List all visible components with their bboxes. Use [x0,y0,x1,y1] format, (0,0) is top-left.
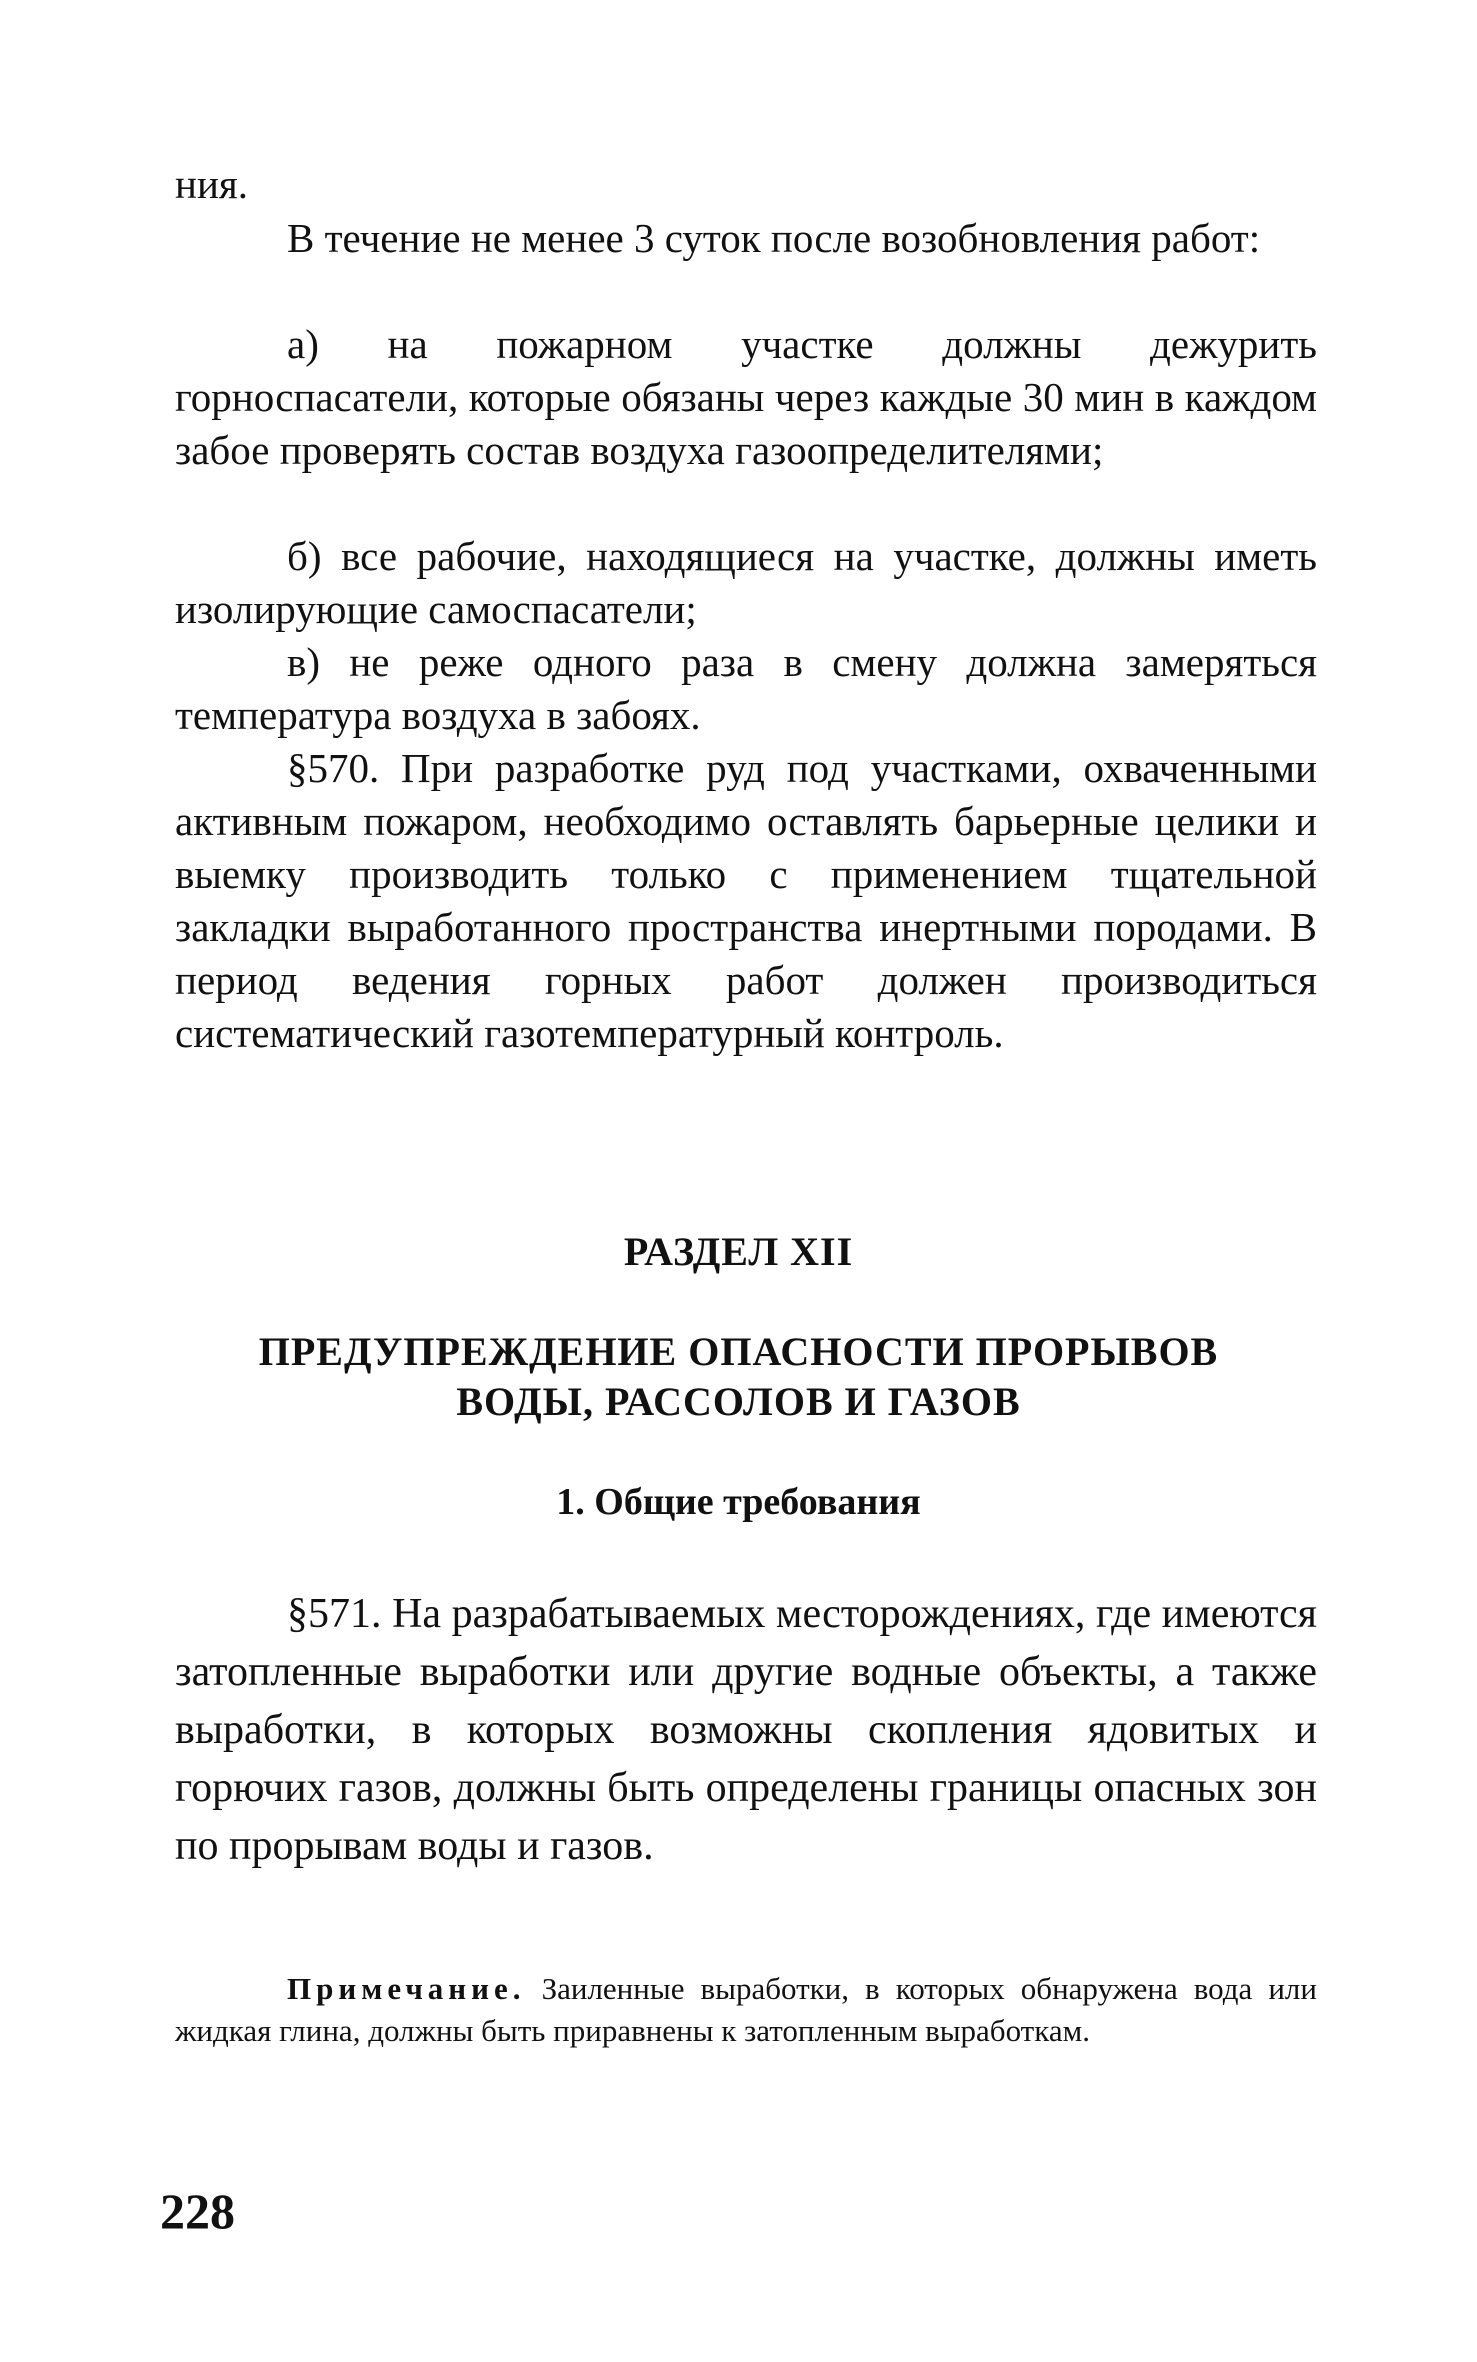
note-label: Примечание. [287,1971,526,2006]
note-text: Заиленные выработки, в которых обнаружена вода или жидкая глина, должны быть приравнены к затопленным выработкам. [175,1971,1317,2048]
page-number: 228 [160,2183,235,2239]
list-item-b: б) все рабочие, находящиеся на участке, должны иметь изолирующие самоспасатели; [175,533,1317,632]
paragraph-570: §570. При разработке руд под участками, охваченными активным пожаром, необходимо оставлять барьерные целики и выемку производить только с применением тщательной закладки выработанного пространства инертными породами. В период ведения горных работ должен производиться систематический газотемпературный контроль. [175,745,1317,1056]
section-title-line-2: ВОДЫ, РАССОЛОВ И ГАЗОВ [456,1379,1021,1424]
list-item-v: в) не реже одного раза в смену должна замеряться температура воздуха в забоях. [175,639,1317,738]
subsection-title: 1. Общие требования [556,1481,921,1523]
paragraph-intro: В течение не менее 3 суток после возобновления работ: [287,215,1261,261]
section-label: РАЗДЕЛ XII [623,1229,854,1274]
section-title [0,1327,1477,1427]
top-fragment: ния. [175,161,248,207]
section-title-line-1: ПРЕДУПРЕЖДЕНИЕ ОПАСНОСТИ ПРОРЫВОВ [258,1329,1219,1374]
note [175,1968,1317,2052]
list-item-a: а) на пожарном участке должны дежурить горноспасатели, которые обязаны через каждые 30 мин в каждом забое проверять состав воздуха газоопределителями; [175,321,1317,473]
paragraph-571: §571. На разрабатываемых месторождениях, где имеются затопленные выработки или другие водные объекты, а также выработки, в которых возможны скопления ядовитых и горючих газов, должны быть определены границы опасных зон по прорывам воды и газов. [175,1591,1317,1869]
